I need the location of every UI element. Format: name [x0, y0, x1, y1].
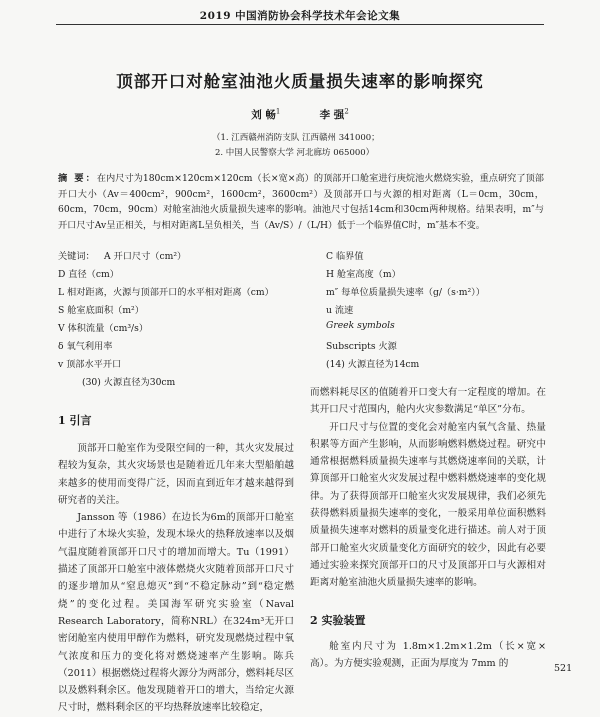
affiliation-line: （1. 江西赣州消防支队 江西赣州 341000；: [212, 133, 380, 143]
setup-paragraph: [310, 638, 546, 673]
left-column: [58, 440, 294, 717]
section-heading-setup: 2 实验装置: [310, 614, 366, 627]
nomenclature-item: L 相对距离，火源与顶部开口的水平相对距离（cm）: [58, 287, 274, 298]
abstract-body: 在内尺寸为180cm×120cm×120cm（长×宽×高）的顶部开口舱室进行庚烷池火燃烧实验，重点研究了顶部开口大小（Av＝400cm²，900cm²，1600cm²，3600cm²）及顶部开口与火源的相对距离（L＝0cm，30cm，60cm，70cm，90cm）对舱室油池火质量损失速率的影响。油池尺寸包括14cm和30cm两种规格。结果表明，m″与开口尺寸Av呈正相关，与相对距离L呈负相关，当（Av/S）/（L/H）低于一个临界值C时，m″基本不变。: [58, 173, 544, 231]
nomenclature-item: Greek symbols: [326, 320, 395, 331]
author-affiliation-mark: 2: [344, 107, 349, 116]
nomenclature-item: S 舱室底面积（m²）: [58, 305, 144, 316]
abstract: [58, 171, 544, 233]
keywords-label: 关键词：: [58, 251, 95, 262]
nomenclature-item: Subscripts 火源: [326, 341, 397, 352]
paragraph: Jansson 等（1986）在边长为6m的顶部开口舱室中进行了木垛火实验，发现木垛火的热释放速率以及烟气温度随着顶部开口尺寸的增加而增大。Tu（1991）描述了顶部开口舱室中液体燃烧火灾随着顶部开口尺寸的逐步增加从“窒息熄灭”到“不稳定脉动”到“稳定燃烧”的变化过程。美国海军研究实验室（Naval Research Laboratory，简称NRL）在324m³无开口密闭舱室内使用甲醇作为燃料，研究发现燃烧过程中氧气浓度和压力的变化将对燃烧速率产生影响。陈兵（2011）根据燃烧过程将火源分为两部分，燃料耗尽区以及燃料剩余区。他发现随着开口的增大，当给定火源尺寸时，燃料剩余区的平均热释放速率比较稳定，: [58, 512, 294, 714]
nomenclature-item: (14) 火源直径为14cm: [326, 359, 420, 370]
nomenclature-item: A 开口尺寸（cm²）: [104, 251, 187, 262]
paragraph: 开口尺寸与位置的变化会对舱室内氧气含量、热量积累等方面产生影响，从而影响燃料燃烧过程。研究中通常根据燃料质量损失速率与其燃烧速率间的关联，计算顶部开口舱室火灾发展过程中燃料燃烧速率的变化规律。为了获得顶部开口舱室火灾发展规律，我们必须先获得燃料质量损失速率的变化，一般采用单位面积燃料质量损失速率对燃料的质量变化进行描述。前人对于顶部开口舱室火灾质量变化方面研究的较少，因此有必要通过实验来探究顶部开口的尺寸及顶部开口与火源相对距离对舱室油池火质量损失速率的影响。: [310, 421, 546, 589]
nomenclature-item: H 舱室高度（m）: [326, 269, 401, 280]
paper-title: 顶部开口对舱室油池火质量损失速率的影响探究: [116, 72, 484, 91]
nomenclature-item: (30) 火源直径为30cm: [82, 377, 176, 388]
nomenclature-item: V 体积流量（cm³/s）: [58, 323, 149, 334]
paragraph: 而燃料耗尽区的值随着开口变大有一定程度的增加。在其开口尺寸范围内，舱内火灾参数满足“单区”分布。: [310, 387, 546, 416]
author-affiliation-mark: 1: [275, 107, 281, 116]
author-name: 李 强: [319, 109, 345, 121]
nomenclature-item: m″ 每单位质量损失速率（g/（s·m²））: [326, 287, 485, 298]
author-name: 刘 畅: [251, 109, 276, 121]
nomenclature-item: δ 氧气利用率: [58, 341, 113, 352]
page-number: 521: [554, 663, 573, 674]
author-line: [0, 107, 600, 122]
running-header: 2019 中国消防协会科学技术年会论文集: [199, 10, 401, 22]
nomenclature-item: C 临界值: [326, 251, 364, 262]
right-column: [310, 384, 546, 592]
section-heading-intro: 1 引言: [58, 414, 92, 427]
paragraph: 顶部开口舱室作为受限空间的一种，其火灾发展过程较为复杂，其火灾场景也是随着近几年来大型船舶越来越多的使用而变得广泛，因而直到近年才越来越得到研究者的关注。: [58, 443, 294, 506]
nomenclature-item: v 顶部水平开口: [58, 359, 122, 370]
nomenclature-item: u 流速: [326, 305, 354, 316]
affiliation-line: 2. 中国人民警察大学 河北廊坊 065000）: [215, 148, 375, 158]
header-rule: [56, 24, 544, 25]
paragraph: 舱室内尺寸为 1.8m×1.2m×1.2m（长×宽×高）。为方便实验观测，正面为厚度为 7mm 的: [310, 641, 546, 670]
abstract-label: 摘 要：: [58, 173, 97, 184]
nomenclature-item: D 直径（cm）: [58, 269, 119, 280]
